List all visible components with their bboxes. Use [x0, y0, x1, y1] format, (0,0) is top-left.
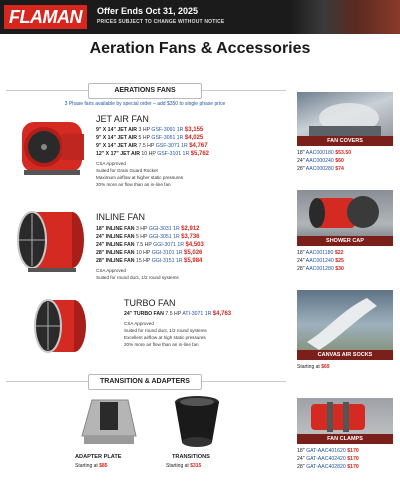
turbo-fan-title: TURBO FAN	[124, 298, 176, 308]
inline-fan-row	[96, 250, 202, 256]
turbo-fan-row	[124, 311, 231, 317]
row-size: 12" X 17" JET AIR	[96, 151, 140, 157]
row-hp: 7.5 HP	[135, 242, 152, 248]
fan-clamps-row	[297, 456, 359, 462]
row-price: $4,025	[184, 135, 204, 141]
turbo-fan-note: Suited for round duct, 1/2 round systems	[124, 328, 207, 333]
fan-covers-photo	[297, 92, 393, 146]
row-hp: 5 HP	[138, 135, 150, 141]
fan-covers-label: FAN COVERS	[297, 136, 393, 146]
transitions-label: TRANSITIONS	[172, 454, 210, 460]
jet-fan-note: CSA Approved	[96, 161, 126, 166]
turbo-fan-note: 20% more air flow than an in-line fan	[124, 342, 199, 347]
row-hp: 10 HP	[141, 151, 156, 157]
air-socks-start	[297, 364, 330, 370]
starting-at-text: Starting at	[297, 364, 320, 370]
jet-fan-row	[96, 135, 203, 141]
fan-covers-row	[297, 158, 344, 164]
header-photo	[290, 0, 400, 34]
row-part: GSF-3051 1R	[151, 135, 184, 141]
row-price: $22	[334, 250, 344, 256]
jet-fan-note: Maximum airflow at higher static pressures	[96, 175, 184, 180]
flaman-logo[interactable]: FLAMAN	[4, 5, 87, 29]
row-price: $5,762	[190, 151, 210, 157]
inline-fan-row	[96, 258, 202, 264]
section-header-transition: TRANSITION & ADAPTERS	[88, 374, 202, 390]
fan-covers-row	[297, 150, 351, 156]
row-price: $53.50	[335, 150, 352, 156]
shower-cap-row	[297, 266, 344, 272]
inline-fan-note: Suited for round duct, 1/2 round systems	[96, 275, 179, 280]
row-price: $60	[335, 158, 344, 164]
shower-cap-label: SHOWER CAP	[297, 236, 393, 246]
row-size: 24"	[297, 456, 305, 462]
row-hp: 7.5 HP	[138, 143, 155, 149]
row-price: $170	[347, 448, 359, 454]
row-price: $3,736	[181, 234, 200, 240]
inline-fan-row	[96, 226, 200, 232]
fan-clamps-label: FAN CLAMPS	[297, 434, 393, 444]
fan-clamps-photo	[297, 398, 393, 444]
row-size: 28" INLINE FAN	[96, 258, 135, 264]
row-hp: 15 HP	[135, 258, 151, 264]
row-part: GGI-3071 1R	[153, 242, 185, 248]
row-hp: 10 HP	[135, 250, 151, 256]
jet-fan-note: 20% more air flow than an in-line fan	[96, 182, 171, 187]
row-price: $170	[347, 456, 359, 462]
adapter-plate-image	[78, 396, 138, 446]
jet-fan-note: Suited for Grain Guard Rocket	[96, 168, 158, 173]
row-part: AAC001180	[305, 250, 334, 256]
row-part: GAT-AAC401620	[306, 448, 346, 454]
row-part: GGI-3151 1R	[151, 258, 183, 264]
row-price: $2,912	[181, 226, 200, 232]
row-size: 9" X 14" JET AIR	[96, 135, 138, 141]
offer-text: Offer Ends Oct 31, 2025	[97, 6, 199, 16]
fan-clamps-row	[297, 464, 359, 470]
row-size: 9" X 14" JET AIR	[96, 127, 138, 133]
row-size: 18"	[297, 448, 305, 454]
row-part: ATI-3071 1R	[182, 311, 212, 317]
row-size: 18"	[297, 150, 305, 156]
row-size: 9" X 14" JET AIR	[96, 143, 138, 149]
three-phase-note: 3 Phase fans available by special order – add $350 to single phase price	[64, 101, 226, 107]
inline-fan-image	[10, 206, 94, 278]
row-size: 24"	[297, 258, 305, 264]
jet-fan-row	[96, 151, 209, 157]
shower-cap-row	[297, 250, 343, 256]
row-part: GAT-AAC402420	[306, 456, 346, 462]
row-part: AAC000240	[305, 158, 334, 164]
inline-fan-note: CSA Approved	[96, 268, 126, 273]
section-header-aeration: AERATIONS FANS	[88, 83, 202, 99]
row-part: GGI-3101 1R	[151, 250, 183, 256]
row-price: $4,763	[212, 311, 232, 317]
row-part: AAC001240	[305, 258, 334, 264]
adapter-plate-start	[75, 463, 108, 469]
row-size: 28"	[297, 266, 305, 272]
row-size: 24"	[297, 158, 305, 164]
row-part: GSF-3071 1R	[155, 143, 188, 149]
transitions-price: $315	[190, 463, 202, 469]
turbo-fan-note: CSA Approved	[124, 321, 154, 326]
row-size: 28"	[297, 166, 305, 172]
row-part: AAC001280	[305, 266, 334, 272]
starting-at-text: Starting at	[166, 463, 189, 469]
inline-fan-row	[96, 234, 200, 240]
row-hp: 5 HP	[135, 234, 148, 240]
inline-fan-title: INLINE FAN	[96, 212, 146, 222]
row-size: 24" INLINE FAN	[96, 234, 135, 240]
jet-fan-row	[96, 127, 203, 133]
row-hp: 3 HP	[138, 127, 150, 133]
row-part: GGI-3031 1R	[148, 226, 180, 232]
row-price: $30	[335, 266, 344, 272]
adapter-plate-label: ADAPTER PLATE	[75, 454, 122, 460]
row-hp: 3 HP	[135, 226, 148, 232]
row-part: GAT-AAC402820	[306, 464, 346, 470]
row-size: 18"	[297, 250, 305, 256]
turbo-fan-note: Excellent airflow at high static pressures	[124, 335, 206, 340]
price-disclaimer: PRICES SUBJECT TO CHANGE WITHOUT NOTICE	[97, 19, 225, 25]
row-part: GSF-3101 1R	[157, 151, 190, 157]
air-socks-price: $69	[321, 364, 330, 370]
row-size: 24" INLINE FAN	[96, 242, 135, 248]
row-price: $3,155	[184, 127, 204, 133]
adapter-plate-price: $85	[99, 463, 108, 469]
transitions-image	[170, 394, 224, 450]
air-socks-label: CANVAS AIR SOCKS	[297, 350, 393, 360]
fan-covers-row	[297, 166, 344, 172]
transitions-start	[166, 463, 201, 469]
header-banner	[0, 0, 400, 34]
jet-air-fan-image	[14, 114, 94, 180]
row-price: $4,503	[185, 242, 204, 248]
row-price: $5,984	[184, 258, 203, 264]
row-hp: 7.5 HP	[165, 311, 182, 317]
row-price: $74	[335, 166, 344, 172]
row-part: AAC000180	[305, 150, 334, 156]
row-price: $170	[347, 464, 359, 470]
row-price: $5,026	[184, 250, 203, 256]
row-size: 18" INLINE FAN	[96, 226, 135, 232]
row-size: 28"	[297, 464, 305, 470]
row-price: $4,767	[189, 143, 208, 149]
shower-cap-row	[297, 258, 344, 264]
air-socks-photo	[297, 290, 393, 360]
row-part: GGI-3051 1R	[148, 234, 180, 240]
inline-fan-row	[96, 242, 204, 248]
jet-fan-row	[96, 143, 208, 149]
jet-air-fan-title: JET AIR FAN	[96, 114, 149, 124]
row-part: AAC000280	[305, 166, 334, 172]
row-price: $25	[335, 258, 344, 264]
row-size: 28" INLINE FAN	[96, 250, 135, 256]
turbo-fan-image	[28, 294, 94, 360]
starting-at-text: Starting at	[75, 463, 98, 469]
page-title: Aeration Fans & Accessories	[89, 40, 311, 57]
row-size: 24" TURBO FAN	[124, 311, 164, 317]
row-part: GSF-3091 1R	[151, 127, 184, 133]
fan-clamps-row	[297, 448, 359, 454]
shower-cap-photo	[297, 190, 393, 246]
